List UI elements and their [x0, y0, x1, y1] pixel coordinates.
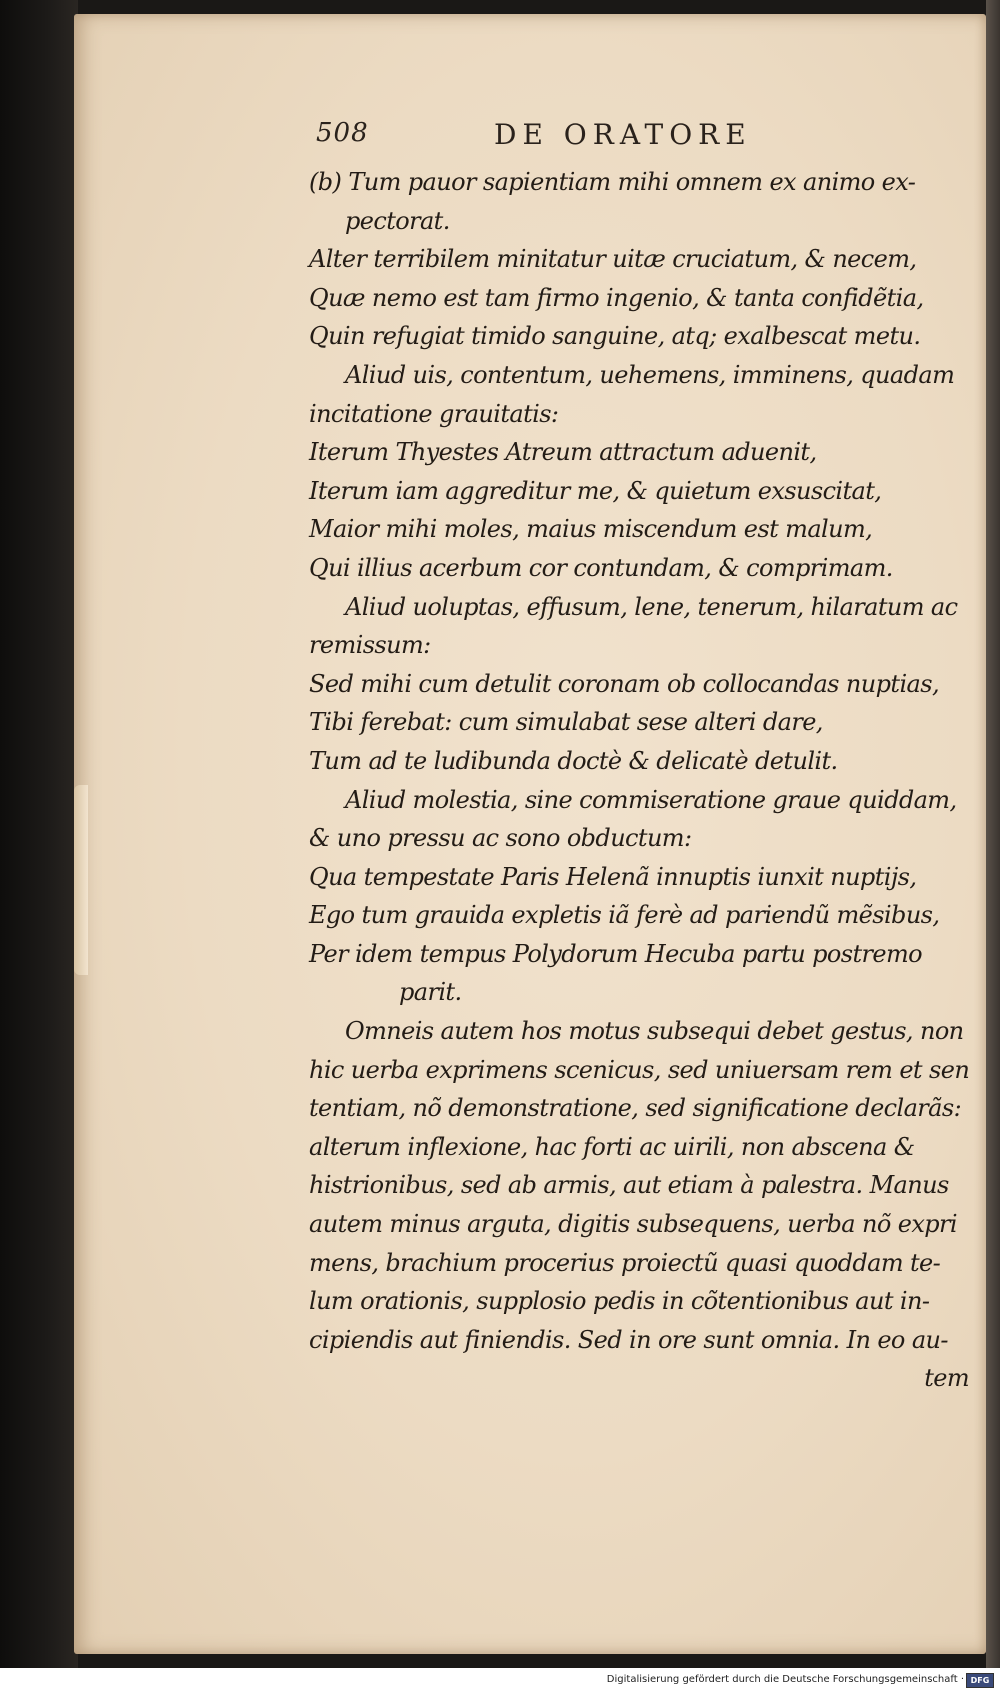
text-line: Alter terribilem minitatur uitæ cruciatum, & necem, [309, 245, 917, 274]
text-line: Tibi ferebat: cum simulabat sese alteri dare, [309, 708, 823, 737]
text-line: Aliud molestia, sine commiseratione graue quiddam, [345, 785, 957, 814]
text-line: Aliud uis, contentum, uehemens, imminens, quadam [345, 360, 955, 389]
text-line: (b) Tum pauor sapientiam mihi omnem ex animo ex- [309, 168, 916, 196]
text-line: cipiendis aut finiendis. Sed in ore sunt omnia. In eo au- [309, 1325, 948, 1354]
text-line: histrionibus, sed ab armis, aut etiam à palestra. Manus [309, 1171, 949, 1200]
footer-credit: Digitalisierung gefördert durch die Deutsche Forschungsgemeinschaft · [606, 1674, 964, 1685]
text-line: alterum inflexione, hac forti ac uirili, non abscena & [309, 1132, 915, 1161]
text-line: Ego tum grauida expletis iã ferè ad pariendũ mẽsibus, [309, 901, 940, 930]
text-line: hic uerba exprimens scenicus, sed uniuersam rem et sen [309, 1055, 970, 1084]
folio-number: 508 [316, 118, 369, 148]
text-line: Aliud uoluptas, effusum, lene, tenerum, hilaratum ac [345, 592, 958, 621]
text-block [309, 163, 969, 1398]
text-line: Per idem tempus Polydorum Hecuba partu postremo [309, 939, 923, 968]
text-line: Qui illius acerbum cor contundam, & comprimam. [309, 553, 893, 582]
text-line: parit. [399, 978, 462, 1007]
text-line: pectorat. [345, 206, 450, 235]
page-edge-shadow [986, 0, 1000, 1668]
text-line: mens, brachium procerius proiectũ quasi quoddam te- [309, 1248, 941, 1277]
digitization-footer [0, 1668, 1000, 1693]
running-head: DE ORATORE [494, 118, 752, 151]
text-line: autem minus arguta, digitis subsequens, uerba nõ expri [309, 1210, 957, 1239]
text-line: Tum ad te ludibunda doctè & delicatè detulit. [309, 746, 838, 775]
text-line: Iterum iam aggreditur me, & quietum exsuscitat, [309, 476, 882, 505]
text-line: Quin refugiat timido sanguine, atq; exalbescat metu. [309, 322, 921, 351]
page-fold [74, 785, 88, 975]
text-line: tem [924, 1364, 969, 1393]
text-line: lum orationis, supplosio pedis in cõtentionibus aut in- [309, 1287, 930, 1316]
book-spine-shadow [0, 0, 78, 1668]
text-line: Maior mihi moles, maius miscendum est malum, [309, 515, 873, 544]
text-line: Iterum Thyestes Atreum attractum aduenit, [309, 438, 817, 467]
text-line: & uno pressu ac sono obductum: [309, 824, 692, 853]
dfg-logo: DFG [966, 1673, 994, 1688]
text-line: tentiam, nõ demonstratione, sed significatione declarãs: [309, 1094, 962, 1123]
page-header [316, 118, 816, 158]
text-line: Qua tempestate Paris Helenã innuptis iunxit nuptijs, [309, 862, 917, 891]
text-line: Omneis autem hos motus subsequi debet gestus, non [345, 1017, 964, 1046]
text-line: Sed mihi cum detulit coronam ob collocandas nuptias, [309, 669, 939, 698]
text-line: remissum: [309, 631, 431, 660]
text-line: Quæ nemo est tam firmo ingenio, & tanta confidẽtia, [309, 283, 924, 312]
text-line: incitatione grauitatis: [309, 399, 559, 428]
